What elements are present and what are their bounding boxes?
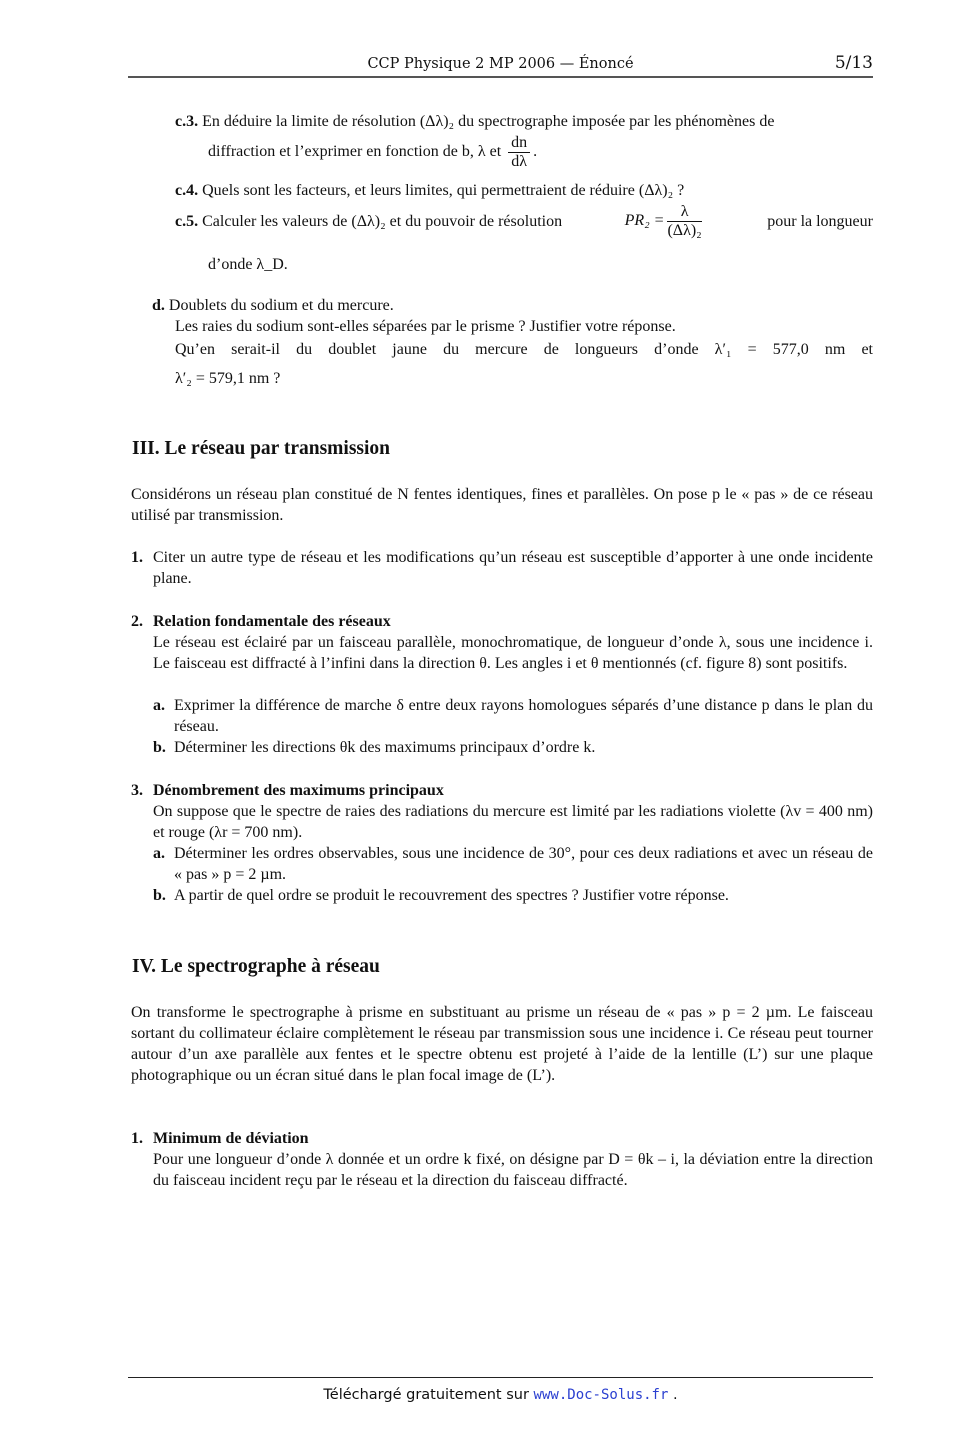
question-iii-3a [153, 843, 873, 885]
question-text: λ′₂ = 579,1 nm ? [175, 370, 281, 387]
question-label: b. [153, 739, 166, 756]
doc-solus-link[interactable]: www.Doc-Solus.fr [533, 1387, 669, 1403]
question-text: diffraction et l’exprimer en fonction de b, λ et [208, 143, 502, 161]
question-text: Calculer les valeurs de (Δλ)₂ et du pouvoir de résolution [202, 213, 563, 230]
header-divider [128, 76, 873, 78]
header-title: CCP Physique 2 MP 2006 — Énoncé [367, 56, 634, 72]
question-label: c.4. [175, 182, 199, 199]
section-iii-intro: Considérons un réseau plan constitué de N fentes identiques, fines et parallèles. On pose p le « pas » de ce réseau utilisé par transmission. [131, 486, 873, 524]
question-d-line1 [175, 316, 873, 337]
question-iii-3 [131, 780, 873, 801]
question-text: d’onde λ_D. [208, 256, 288, 273]
question-c3-line2: diffraction et l’exprimer en fonction de b, λ et $\frac{dn}{d\lambda}$ . [208, 134, 538, 170]
question-d-line2 [175, 339, 873, 360]
question-text: Déterminer les ordres observables, sous une incidence de 30°, pour ces deux radiations et avec un réseau de « pas » p = 2 µm. [174, 845, 873, 883]
question-d [152, 295, 873, 316]
question-text: A partir de quel ordre se produit le recouvrement des spectres ? Justifier votre réponse. [174, 887, 729, 904]
question-label: 1. [131, 549, 143, 566]
question-d-line3 [175, 368, 475, 389]
question-c5 [175, 203, 873, 240]
section-heading-iii: III. Le réseau par transmission [132, 438, 391, 459]
section-heading-iv: IV. Le spectrographe à réseau [132, 956, 380, 977]
question-c3 [175, 111, 873, 132]
question-text: Quels sont les facteurs, et leurs limites, qui permettraient de réduire (Δλ)₂ ? [202, 182, 685, 199]
question-label: b. [153, 887, 166, 904]
section-iv-intro: On transforme le spectrographe à prisme en substituant au prisme un réseau de « pas » p = 2 µm. Le faisceau sortant du collimateur éclaire complètement le réseau par transmission sous une incidence i. Ce réseau peut tourner autour d’un axe parallèle aux fentes et le spectre obtenu est projeté à l’aide de la lentille (L’) sur une plaque photographique ou un écran situé dans le plan focal image de (L’). [131, 1004, 873, 1084]
fraction-denominator: (Δλ)₂ [667, 222, 702, 239]
question-text: pour la longueur [767, 213, 873, 230]
question-text: Qu’en serait-il du doublet jaune du mercure de longueurs d’onde λ′₁ = 577,0 nm et [175, 341, 873, 358]
fraction-dn-dlambda [508, 134, 530, 171]
question-iv-1 [131, 1128, 873, 1149]
question-iii-2-text: Le réseau est éclairé par un faisceau parallèle, monochromatique, de longueur d’onde λ, sous une incidence i. Le faisceau est diffracté à l’infini dans la direction θ. Les angles i et θ mentionnés (cf. figure 8) sont positifs. [153, 634, 873, 672]
question-iii-2a [153, 695, 873, 737]
question-iii-1 [131, 547, 873, 589]
question-label: 1. [131, 1130, 143, 1147]
question-text: Déterminer les directions θk des maximums principaux d’ordre k. [174, 739, 596, 756]
footer-suffix: . [668, 1387, 678, 1403]
question-iv-1-text: Pour une longueur d’onde λ donnée et un ordre k fixé, on désigne par D = θk – i, la déviation entre la direction du faisceau incident reçu par le réseau et la direction du faisceau diffracté. [153, 1151, 873, 1189]
page-header [128, 52, 873, 78]
question-title: Doublets du sodium et du mercure. [168, 297, 394, 314]
question-text: Citer un autre type de réseau et les modifications qu’un réseau est susceptible d’apporter à une onde incidente plane. [153, 549, 873, 587]
fraction-numerator: λ [667, 203, 701, 222]
question-text: Les raies du sodium sont-elles séparées par le prisme ? Justifier votre réponse. [175, 318, 676, 335]
page-number: 5/13 [834, 53, 873, 73]
question-label: 2. [131, 613, 143, 630]
question-label: 3. [131, 782, 143, 799]
question-c4 [175, 180, 873, 201]
question-label: a. [153, 697, 165, 714]
question-label: a. [153, 845, 165, 862]
fraction-numerator: dn [508, 134, 530, 153]
question-iii-3-text: On suppose que le spectre de raies des radiations du mercure est limité par les radiations violette (λv = 400 nm) et rouge (λr = 700 nm). [153, 803, 873, 841]
formula-lhs: PR₂ = [624, 212, 665, 230]
footer-divider [128, 1377, 873, 1378]
question-title: Dénombrement des maximums principaux [153, 782, 444, 799]
question-text: En déduire la limite de résolution (Δλ)₂ du spectrographe imposée par les phénomènes de [202, 113, 775, 130]
question-label: c.5. [175, 213, 199, 230]
question-iii-2 [131, 611, 873, 632]
question-title: Relation fondamentale des réseaux [153, 613, 391, 630]
fraction-denominator: dλ [511, 153, 528, 170]
fraction-resolution [667, 203, 701, 240]
question-c5-line2 [208, 254, 508, 275]
question-label: c.3. [175, 113, 199, 130]
question-title: Minimum de déviation [153, 1130, 309, 1147]
question-label: d. [152, 297, 165, 314]
question-iii-3b [153, 885, 873, 906]
question-iii-2b [153, 737, 873, 758]
page-footer [128, 1387, 873, 1403]
footer-text: Téléchargé gratuitement sur [323, 1387, 529, 1403]
question-text: Exprimer la différence de marche δ entre deux rayons homologues séparés d’une distance p dans le plan du réseau. [174, 697, 873, 735]
